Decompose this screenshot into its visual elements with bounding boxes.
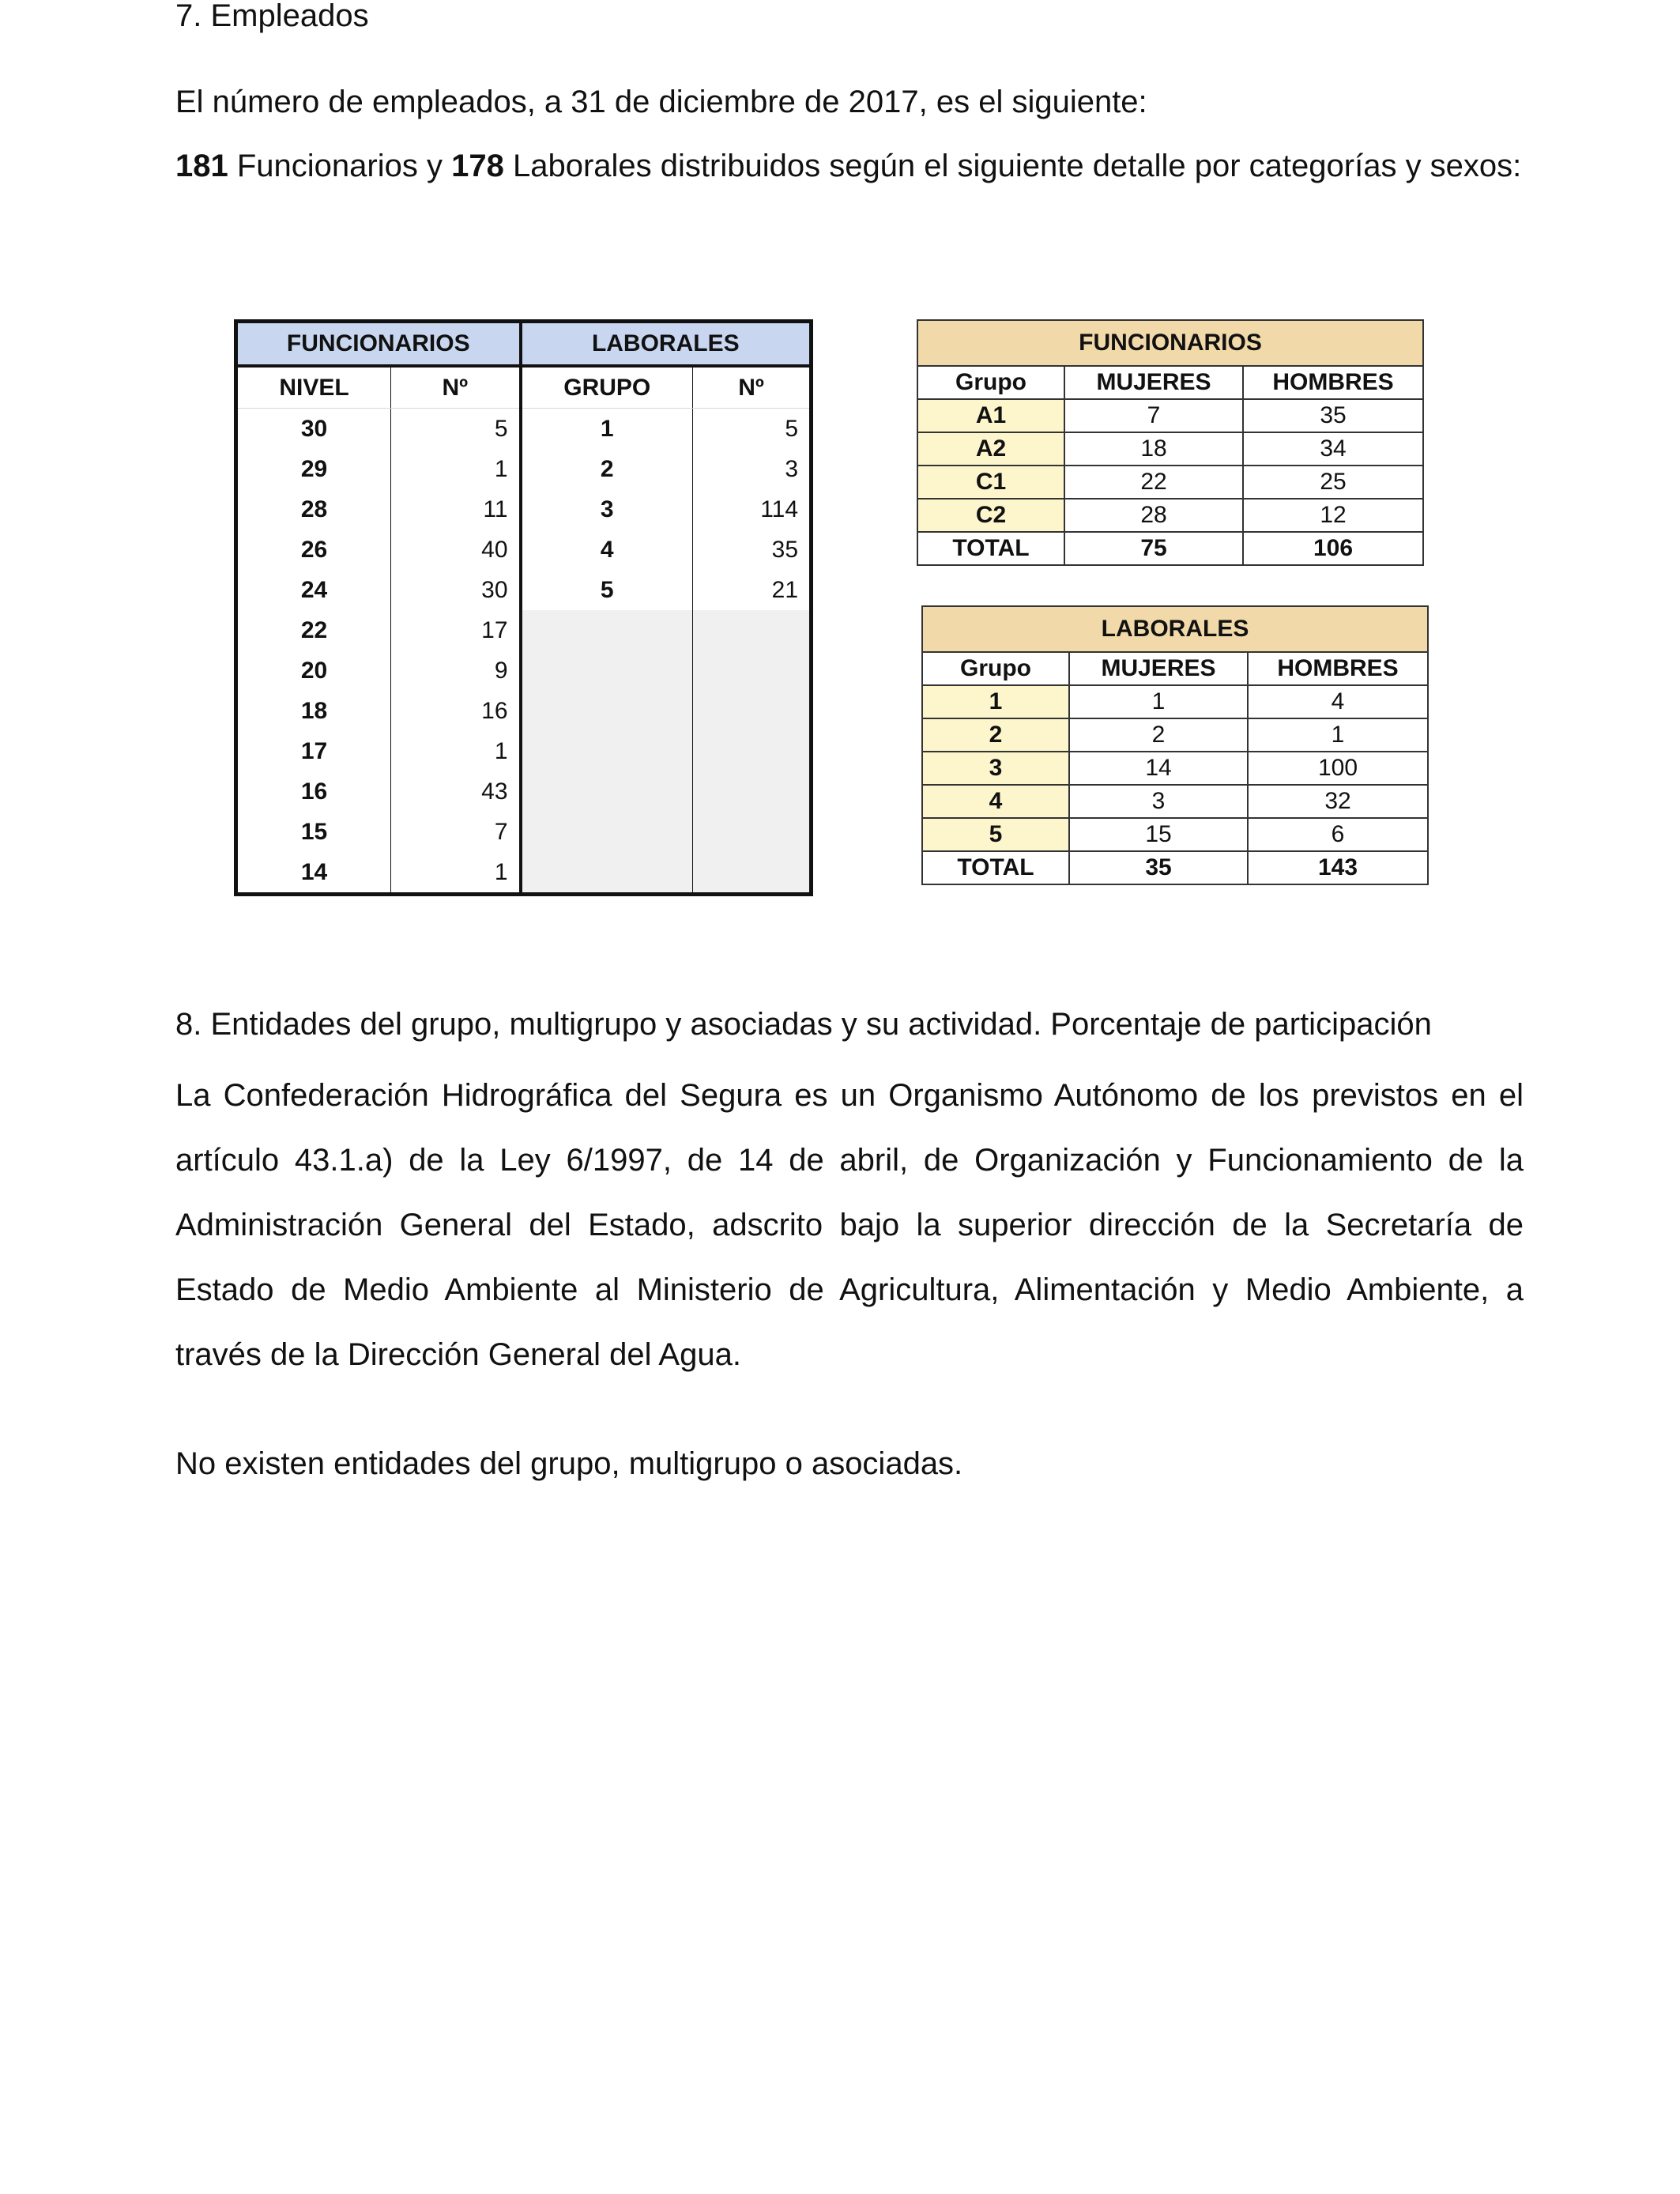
empty-cell [693, 812, 812, 852]
laborales-count-cell: 5 [693, 409, 812, 450]
func-hombres-cell: 35 [1243, 399, 1423, 432]
func-mujeres-cell: 7 [1064, 399, 1243, 432]
table-row [917, 432, 1423, 466]
left-table-subheader-row [236, 366, 812, 409]
funcionarios-count-cell: 7 [391, 812, 521, 852]
func-total-label: TOTAL [917, 532, 1064, 565]
section8-line-4: Estado de Medio Ambiente al Ministerio de Agricultura, Alimentación y Medio Ambiente, a [175, 1272, 1524, 1307]
lab-col-hombres: HOMBRES [1248, 652, 1428, 685]
func-title-row [917, 320, 1423, 366]
funcionarios-count-cell: 16 [391, 691, 521, 731]
func-col-hombres: HOMBRES [1243, 366, 1423, 399]
table-row [236, 489, 812, 530]
funcionarios-by-sex-table [917, 319, 1424, 566]
lab-grupo-cell: 4 [922, 785, 1069, 818]
table-row [236, 409, 812, 450]
lab-colhdr-row [922, 652, 1428, 685]
nivel-cell: 16 [300, 778, 328, 805]
nivel-cell: 22 [300, 616, 328, 643]
nivel-cell: 29 [300, 455, 328, 482]
nivel-cell: 14 [300, 858, 328, 885]
table-row [236, 691, 812, 731]
table-row [236, 731, 812, 771]
lab-grupo-cell: 1 [922, 685, 1069, 718]
lab-total-hombres: 143 [1248, 851, 1428, 884]
funcionarios-count-cell: 1 [391, 731, 521, 771]
col-n-funcionarios: Nº [391, 366, 521, 409]
table-row [236, 771, 812, 812]
lab-mujeres-cell: 2 [1069, 718, 1248, 752]
lab-total-label: TOTAL [922, 851, 1069, 884]
lab-hombres-cell: 6 [1248, 818, 1428, 851]
grupo-cell: 1 [521, 409, 693, 450]
nivel-cell: 24 [300, 576, 328, 603]
section7-heading: 7. Empleados [175, 0, 369, 33]
func-colhdr-row [917, 366, 1423, 399]
lab-total-row [922, 851, 1428, 884]
section8-line-5: través de la Dirección General del Agua. [175, 1337, 741, 1372]
employees-by-level-table [234, 319, 813, 896]
func-table-title: FUNCIONARIOS [917, 320, 1423, 366]
empty-cell [693, 691, 812, 731]
grupo-cell: 5 [521, 570, 693, 610]
laborales-text: Laborales distribuidos según el siguiente detalle por categorías y sexos: [503, 149, 1522, 183]
empty-cell [693, 731, 812, 771]
func-grupo-cell: A1 [917, 399, 1064, 432]
empty-cell [521, 650, 693, 691]
func-table-body [917, 399, 1423, 532]
col-n-laborales: Nº [693, 366, 812, 409]
func-hombres-cell: 34 [1243, 432, 1423, 466]
funcionarios-count-cell: 17 [391, 610, 521, 650]
lab-grupo-cell: 2 [922, 718, 1069, 752]
nivel-cell: 20 [300, 657, 328, 684]
table-row [922, 718, 1428, 752]
func-hombres-cell: 12 [1243, 499, 1423, 532]
table-row [236, 449, 812, 489]
func-hombres-cell: 25 [1243, 466, 1423, 499]
section8-line-2: artículo 43.1.a) de la Ley 6/1997, de 14 de abril, de Organización y Funcionamiento de la [175, 1143, 1524, 1178]
lab-hombres-cell: 4 [1248, 685, 1428, 718]
empty-cell [521, 691, 693, 731]
func-col-grupo: Grupo [917, 366, 1064, 399]
table-row [236, 530, 812, 570]
func-col-mujeres: MUJERES [1064, 366, 1243, 399]
grupo-cell: 2 [521, 449, 693, 489]
grupo-cell: 3 [521, 489, 693, 530]
laborales-count-cell: 21 [693, 570, 812, 610]
laborales-count-cell: 35 [693, 530, 812, 570]
func-total-row [917, 532, 1423, 565]
funcionarios-count-cell: 9 [391, 650, 521, 691]
func-grupo-cell: C1 [917, 466, 1064, 499]
nivel-cell: 30 [300, 415, 328, 442]
section8-heading: 8. Entidades del grupo, multigrupo y asociadas y su actividad. Porcentaje de participación [175, 1007, 1432, 1042]
laborales-count-cell: 3 [693, 449, 812, 489]
left-table-body [236, 409, 812, 895]
nivel-cell: 28 [300, 496, 328, 522]
table-row [922, 818, 1428, 851]
lab-mujeres-cell: 1 [1069, 685, 1248, 718]
func-grupo-cell: A2 [917, 432, 1064, 466]
funcionarios-count-cell: 1 [391, 852, 521, 895]
func-grupo-cell: C2 [917, 499, 1064, 532]
table-row [236, 610, 812, 650]
func-total-hombres: 106 [1243, 532, 1423, 565]
section8-paragraph [175, 1075, 1524, 1399]
lab-col-mujeres: MUJERES [1069, 652, 1248, 685]
table-row [236, 812, 812, 852]
funcionarios-count-cell: 5 [391, 409, 521, 450]
lab-mujeres-cell: 15 [1069, 818, 1248, 851]
table-row [236, 570, 812, 610]
section8-closing: No existen entidades del grupo, multigrupo o asociadas. [175, 1446, 963, 1481]
func-mujeres-cell: 28 [1064, 499, 1243, 532]
table-row [236, 852, 812, 895]
funcionarios-count-cell: 11 [391, 489, 521, 530]
table-row [922, 752, 1428, 785]
lab-col-grupo: Grupo [922, 652, 1069, 685]
lab-hombres-cell: 32 [1248, 785, 1428, 818]
laborales-count-cell: 114 [693, 489, 812, 530]
lab-hombres-cell: 1 [1248, 718, 1428, 752]
empty-cell [521, 852, 693, 895]
lab-grupo-cell: 5 [922, 818, 1069, 851]
section8-line-3: Administración General del Estado, adscrito bajo la superior dirección de la Secretaría de [175, 1208, 1524, 1242]
grupo-cell: 4 [521, 530, 693, 570]
empty-cell [521, 610, 693, 650]
empty-cell [693, 650, 812, 691]
funcionarios-text: Funcionarios y [228, 149, 452, 183]
lab-grupo-cell: 3 [922, 752, 1069, 785]
col-grupo: GRUPO [521, 366, 693, 409]
header-funcionarios: FUNCIONARIOS [236, 322, 521, 367]
empty-cell [693, 852, 812, 895]
lab-table-body [922, 685, 1428, 851]
empty-cell [521, 771, 693, 812]
lab-mujeres-cell: 14 [1069, 752, 1248, 785]
section7-intro: El número de empleados, a 31 de diciembre de 2017, es el siguiente: [175, 85, 1147, 119]
lab-table-title: LABORALES [922, 606, 1428, 652]
lab-mujeres-cell: 3 [1069, 785, 1248, 818]
nivel-cell: 18 [300, 697, 328, 724]
table-row [917, 466, 1423, 499]
funcionarios-count-cell: 1 [391, 449, 521, 489]
empty-cell [693, 610, 812, 650]
func-mujeres-cell: 18 [1064, 432, 1243, 466]
empty-cell [693, 771, 812, 812]
empty-cell [521, 731, 693, 771]
nivel-cell: 26 [300, 536, 328, 563]
funcionarios-count-cell: 30 [391, 570, 521, 610]
func-total-mujeres: 75 [1064, 532, 1243, 565]
lab-total-mujeres: 35 [1069, 851, 1248, 884]
left-table-header-row [236, 322, 812, 367]
table-row [917, 399, 1423, 432]
table-row [236, 650, 812, 691]
table-row [922, 785, 1428, 818]
section7-summary [175, 145, 1521, 187]
funcionarios-count-cell: 40 [391, 530, 521, 570]
col-nivel: NIVEL [236, 366, 391, 409]
funcionarios-count: 181 [175, 149, 228, 183]
nivel-cell: 17 [300, 737, 328, 764]
func-mujeres-cell: 22 [1064, 466, 1243, 499]
laborales-count: 178 [451, 149, 504, 183]
funcionarios-count-cell: 43 [391, 771, 521, 812]
table-row [922, 685, 1428, 718]
table-row [917, 499, 1423, 532]
lab-hombres-cell: 100 [1248, 752, 1428, 785]
section8-line-1: La Confederación Hidrográfica del Segura es un Organismo Autónomo de los previstos en el [175, 1078, 1524, 1113]
nivel-cell: 15 [300, 818, 328, 845]
empty-cell [521, 812, 693, 852]
laborales-by-sex-table [921, 605, 1429, 885]
lab-title-row [922, 606, 1428, 652]
header-laborales: LABORALES [521, 322, 812, 367]
